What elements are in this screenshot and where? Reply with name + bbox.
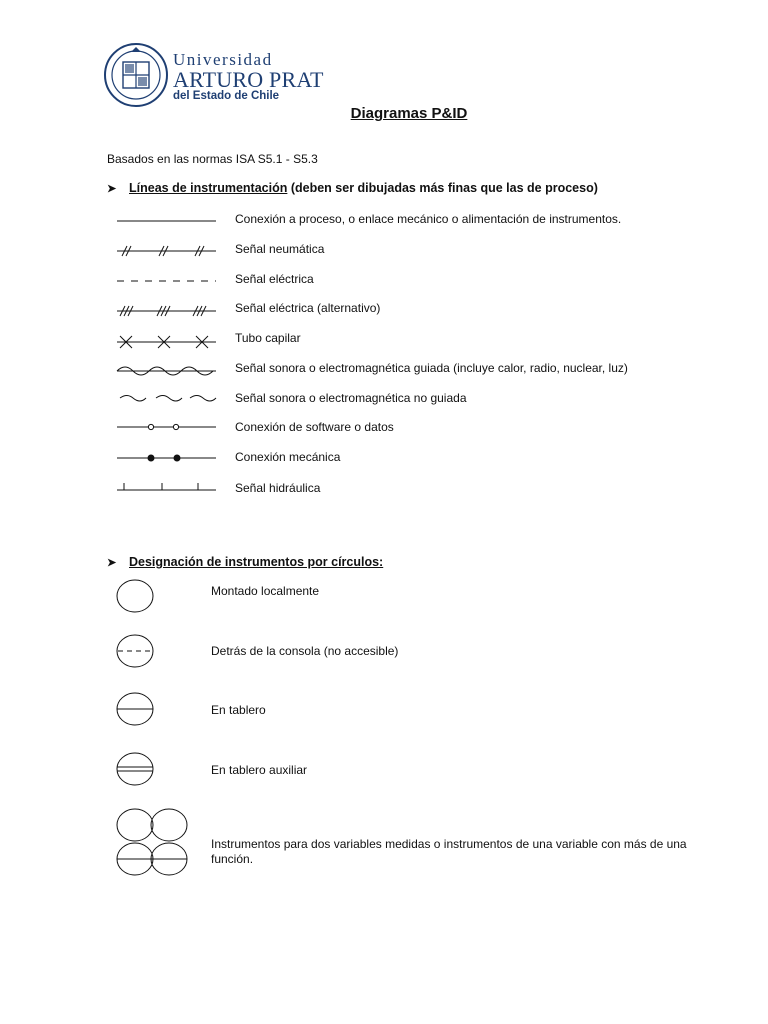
university-seal-icon (103, 42, 169, 108)
circle-label-local: Montado localmente (211, 584, 320, 598)
section-heading-lines (107, 181, 598, 195)
line-label-unguided-wave: Señal sonora o electromagnética no guiada (235, 391, 467, 405)
section-heading-rest: (deben ser dibujadas más finas que las de proceso) (287, 181, 598, 195)
line-label-process: Conexión a proceso, o enlace mecánico o alimentación de instrumentos. (235, 212, 622, 226)
circle-label-panel: En tablero (211, 703, 266, 717)
line-label-mechanical: Conexión mecánica (235, 450, 341, 464)
circle-label-aux-panel: En tablero auxiliar (211, 763, 308, 777)
line-label-guided-wave: Señal sonora o electromagnética guiada (incluye calor, radio, nuclear, luz) (235, 361, 628, 375)
mechanical-link-symbol (117, 455, 216, 461)
pneumatic-signal-symbol (117, 246, 216, 256)
line-label-software: Conexión de software o datos (235, 420, 394, 434)
aux-panel-circle (117, 753, 153, 785)
capillary-tube-symbol (117, 336, 216, 348)
line-label-electric-alt: Señal eléctrica (alternativo) (235, 301, 381, 315)
section-heading-circles-text: Designación de instrumentos por círculos: (129, 555, 384, 569)
section-heading-underlined: Líneas de instrumentación (129, 181, 288, 195)
bullet-arrow-icon: ➤ (107, 183, 117, 195)
logo-line-2: ARTURO PRAT (173, 67, 324, 92)
local-mounted-circle (117, 580, 153, 612)
hydraulic-signal-symbol (117, 483, 216, 490)
logo-line-3: del Estado de Chile (173, 90, 280, 102)
unguided-wave-symbol (120, 396, 216, 402)
circle-label-dual: Instrumentos para dos variables medidas o instrumentos de una variable con más de una función. (211, 837, 687, 866)
line-label-capillary: Tubo capilar (235, 331, 301, 345)
behind-panel-circle (117, 635, 153, 667)
circle-label-behind-panel: Detrás de la consola (no accesible) (211, 644, 399, 658)
section-heading-circles (107, 555, 383, 569)
line-label-electric: Señal eléctrica (235, 272, 314, 286)
panel-mounted-circle (117, 693, 153, 725)
bullet-arrow-icon: ➤ (107, 557, 117, 569)
guided-wave-symbol (117, 367, 216, 375)
line-label-pneumatic: Señal neumática (235, 242, 325, 256)
line-label-hydraulic: Señal hidráulica (235, 481, 321, 495)
electric-signal-alt-symbol (117, 306, 216, 316)
dual-instrument-circles (117, 809, 187, 875)
intro-text: Basados en las normas ISA S5.1 - S5.3 (107, 152, 318, 166)
logo-line-1: Universidad (173, 50, 273, 69)
software-link-symbol (117, 424, 216, 429)
page-title: Diagramas P&ID (350, 105, 468, 122)
instrument-line-symbols (112, 205, 222, 495)
instrument-circle-symbols (110, 575, 200, 875)
